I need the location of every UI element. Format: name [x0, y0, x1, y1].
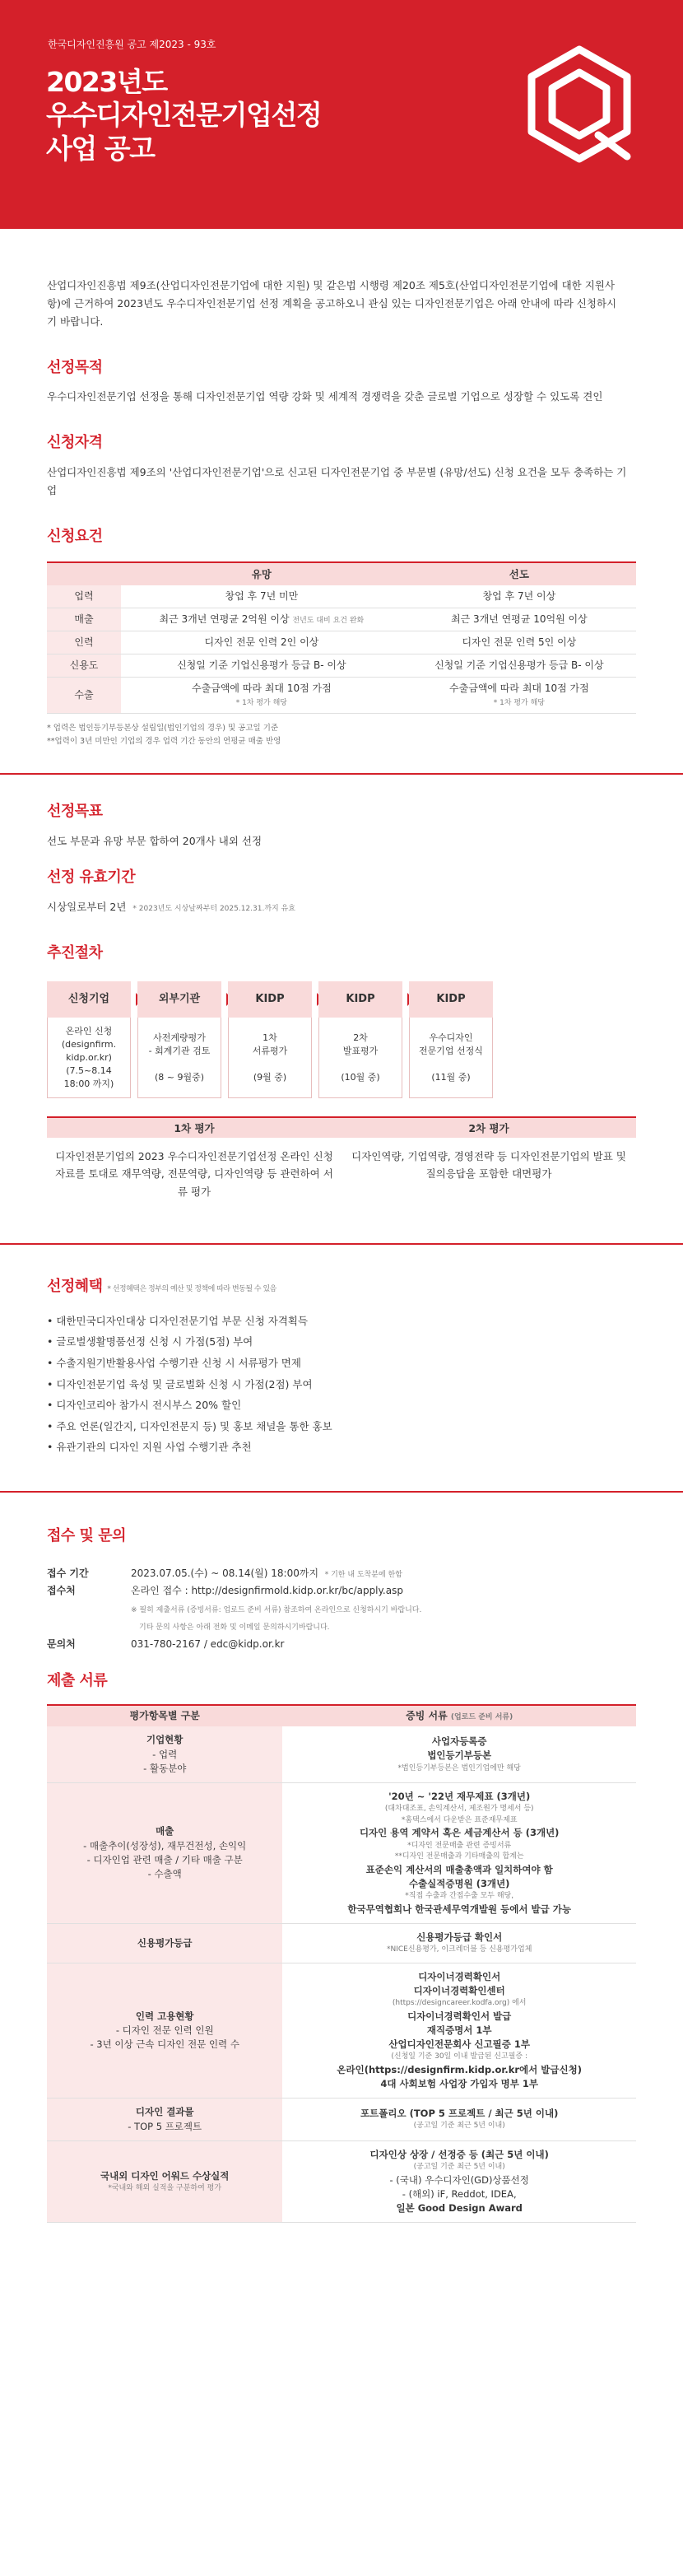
- docs-cell: [282, 1963, 636, 2099]
- section-body: 시상일로부터 2년 * 2023년도 시상날짜부터 2025.12.31.까지 유효: [47, 900, 295, 913]
- doc-line: 사업자등록증: [431, 1735, 487, 1748]
- table-row: [47, 1726, 636, 1782]
- cell-value: 최근 3개년 연평균 10억원 이상: [451, 613, 588, 626]
- doc-line: 표준손익 계산서의 매출총액과 일치하여야 함: [365, 1863, 553, 1875]
- benefit-item: • 디자인전문기업 육성 및 글로벌화 신청 시 가점(2점) 부여: [47, 1377, 313, 1390]
- cell-note: 전년도 대비 요건 완화: [292, 617, 365, 626]
- apply-link[interactable]: 온라인 접수 : http://designfirmold.kidp.or.kr/bc/apply.asp: [131, 1585, 403, 1597]
- doc-line: '20년 ~ '22년 재무제표 (3개년): [388, 1791, 531, 1803]
- row-label: 업력: [47, 585, 121, 608]
- documents-table: [47, 1704, 636, 2223]
- process-step: [137, 981, 221, 1098]
- table-row: [47, 1783, 636, 1924]
- column-header: 증빙 서류 (업로드 준비 서류): [282, 1705, 636, 1726]
- item-line: - 3년 이상 근속 디자인 전문 인력 수: [90, 2038, 239, 2051]
- benefits-section: [47, 1274, 636, 1458]
- target-section: [47, 799, 636, 850]
- row-label: 인력: [47, 631, 121, 654]
- intro-text: 산업디자인진흥법 제9조(산업디자인전문기업에 대한 지원) 및 같은법 시행령 제20조 제5호(산업디자인전문기업에 대한 지원사항)에 근거하여 2023년도 우수디자인전문기업 선정 계획을 공고하오니 관심 있는 디자인전문기업은 아래 안내에 따라 신청하시기 바랍니다.: [47, 279, 617, 328]
- step-text: 우수디자인 전문기업 선정식 (11월 중): [419, 1032, 483, 1083]
- section-divider: [0, 773, 683, 775]
- step-body: [137, 1018, 221, 1098]
- docs-cell: [282, 2099, 636, 2141]
- evaluation-table: [47, 1116, 636, 1210]
- doc-line: 온라인(https://designfirm.kidp.or.kr에서 발급신청): [337, 2063, 582, 2075]
- eval-header: 2차 평가: [342, 1116, 636, 1138]
- cell-note: * 1차 평가 해당: [493, 699, 545, 708]
- item-cell: [47, 1783, 282, 1924]
- section-title: 추진절차: [47, 943, 103, 962]
- section-body: 우수디자인전문기업 선정을 통해 디자인전문기업 역량 강화 및 세계적 경쟁력을 갖춘 글로벌 기업으로 성장할 수 있도록 견인: [47, 390, 603, 403]
- cell-value: 창업 후 7년 이상: [482, 590, 556, 603]
- table-cell: [402, 608, 636, 631]
- section-title: 접수 및 문의: [47, 1527, 126, 1544]
- doc-line: 한국무역협회나 한국관세무역개발원 등에서 발급 가능: [347, 1903, 571, 1915]
- doc-line: 재직증명서 1부: [426, 2024, 492, 2036]
- cell-value: 신청일 기준 기업신용평가 등급 B- 이상: [434, 659, 604, 671]
- eligibility-section: [47, 431, 636, 499]
- doc-line: (대차대조표, 손익계산서, 제조원가 명세서 등): [384, 1805, 534, 1814]
- purpose-section: [47, 356, 636, 407]
- table-cell: [402, 654, 636, 677]
- doc-line: 디자인 용역 계약서 혹은 세금계산서 등 (3개년): [359, 1827, 560, 1839]
- table-cell: [121, 654, 402, 677]
- section-title: 신청자격: [47, 434, 103, 452]
- section-title: 선정목표: [47, 803, 103, 821]
- benefit-list: [47, 1311, 636, 1458]
- step-text: 2차 발표평가 (10월 중): [341, 1032, 380, 1083]
- table-cell: [121, 585, 402, 608]
- table-cell: [121, 631, 402, 654]
- item-line: - 디자인 전문 인력 인원: [115, 2024, 214, 2036]
- item-line: 기업현황: [146, 1734, 184, 1746]
- section-divider: [0, 1243, 683, 1245]
- step-head: KIDP: [228, 981, 312, 1018]
- process-flow: [47, 981, 636, 1098]
- item-line: 매출: [156, 1825, 174, 1838]
- section-title: 선정목적: [47, 358, 103, 376]
- doc-line: 디자이너경력확인센터: [413, 1984, 505, 1996]
- doc-line: - (국내) 우수디자인(GD)상품선정: [389, 2173, 529, 2186]
- benefit-item: • 글로벌생활명품선정 신청 시 가점(5점) 부여: [47, 1335, 253, 1349]
- step-head: 외부기관: [137, 981, 221, 1018]
- table-row: [47, 608, 636, 631]
- page-header: [0, 0, 683, 229]
- column-header: 선도: [402, 562, 636, 585]
- section-title: 신청요건: [47, 527, 103, 545]
- eval-body: 디자인전문기업의 2023 우수디자인전문기업선정 온라인 신청 자료를 토대로 재무역량, 전문역량, 디자인역량 등 관련하여 서류 평가: [55, 1150, 333, 1198]
- column-header: 평가항목별 구분: [47, 1705, 282, 1726]
- process-step: [47, 981, 131, 1098]
- doc-line: **디자인 전문매출과 기타매출의 합계는: [394, 1852, 524, 1861]
- step-body: [318, 1018, 402, 1098]
- doc-line: *디자인 전문매출 관련 증빙서류: [407, 1841, 512, 1850]
- doc-line: 수출실적증명원 (3개년): [408, 1877, 510, 1889]
- doc-line: 디자이너경력확인서 발급: [407, 2010, 512, 2022]
- doc-line: 디자이너경력확인서: [418, 1970, 501, 1982]
- step-body: [409, 1018, 493, 1098]
- table-cell: [402, 631, 636, 654]
- section-title: 선정혜택 * 선정혜택은 정부의 예산 및 정책에 따라 변동될 수 있음: [47, 1277, 276, 1295]
- doc-line: (공고일 기준 최근 5년 이내): [413, 2163, 505, 2172]
- table-row: [47, 2099, 636, 2141]
- section-divider: [0, 1491, 683, 1493]
- doc-line: 디자인상 상장 / 선정증 등 (최근 5년 이내): [369, 2148, 549, 2160]
- step-body: [47, 1018, 131, 1098]
- table-row: [47, 2140, 636, 2223]
- step-text: 온라인 신청 (designfirm. kidp.or.kr) (7.5~8.14 18:00 까지): [61, 1025, 117, 1089]
- docs-cell: [282, 1726, 636, 1782]
- kidp-logo-icon: [522, 43, 637, 166]
- process-step: [228, 981, 312, 1098]
- docs-cell: [282, 2140, 636, 2223]
- table-row: [47, 677, 636, 714]
- table-row: [47, 1923, 636, 1963]
- contact-section: 접수 및 문의 접수 기간 2023.07.05.(수) ~ 08.14(월) 18:00까지 * 기한 내 도착분에 한함 접수처 온라인 접수 : http://designfirmold.kidp.or.kr/bc/apply.asp ※ 필히 제출서류 (증빙서류: 업로드 준비 서류) 참조하여 온라인으로 신청하시기 바랍니다. 기타 문의 사항은 아래 전화 및 이메일 문의하시기바랍니다. 문의처 031-780-2167 / edc@kidp.or.kr: [47, 1524, 636, 1654]
- doc-line: *직접 수출과 간접수출 모두 해당,: [405, 1892, 514, 1901]
- table-row: [47, 631, 636, 654]
- item-cell: [47, 2140, 282, 2223]
- requirements-table: [47, 561, 636, 714]
- section-body: 산업디자인진흥법 제9조의 '산업디자인전문기업'으로 신고된 디자인전문기업 중 부문별 (유망/선도) 신청 요건을 모두 충족하는 기업: [47, 465, 627, 496]
- row-label: 수출: [47, 677, 121, 714]
- cell-value: 디자인 전문 인력 5인 이상: [462, 636, 577, 648]
- benefit-item: • 디자인코리아 참가시 전시부스 20% 할인: [47, 1399, 242, 1412]
- table-cell: [121, 677, 402, 714]
- row-label: 신용도: [47, 654, 121, 677]
- section-body: 선도 부문과 유망 부문 합하여 20개사 내외 선정: [47, 835, 263, 848]
- cell-value: 최근 3개년 연평균 2억원 이상: [159, 613, 290, 626]
- item-line: - 업력: [152, 1748, 178, 1760]
- table-cell: [121, 608, 402, 631]
- table-row: [47, 1963, 636, 2099]
- doc-line: *홈택스에서 다운받은 표준재무제표: [401, 1815, 518, 1824]
- item-line: - 디자인업 관련 매출 / 기타 매출 구분: [86, 1853, 243, 1866]
- table-row: [47, 585, 636, 608]
- page-title: 2023년도 우수디자인전문기업선정 사업 공고: [46, 66, 322, 165]
- doc-line: 신용평가등급 확인서: [416, 1931, 503, 1943]
- item-line: - 수출액: [147, 1868, 182, 1880]
- item-line: 인력 고용현황: [135, 2010, 194, 2022]
- step-head: 신청기업: [47, 981, 131, 1018]
- section-title: 제출 서류: [47, 1671, 108, 1689]
- item-line: 국내외 디자인 어워드 수상실적: [100, 2169, 230, 2182]
- doc-line: - (해외) iF, Reddot, IDEA,: [402, 2187, 517, 2200]
- validity-section: [47, 865, 636, 916]
- item-line: - TOP 5 프로젝트: [128, 2120, 202, 2132]
- doc-line: *NICE신용평가, 이크레더블 등 신용평가업체: [386, 1945, 532, 1954]
- item-line: 디자인 결과물: [135, 2106, 194, 2118]
- step-text: 1차 서류평가 (9월 중): [252, 1032, 288, 1083]
- process-step: [409, 981, 493, 1098]
- item-line: *국내와 해외 실적을 구분하여 평가: [108, 2183, 222, 2192]
- table-cell: [402, 585, 636, 608]
- step-body: [228, 1018, 312, 1098]
- eval-header: 1차 평가: [47, 1116, 342, 1138]
- table-cell: [402, 677, 636, 714]
- footnote: * 업력은 법인등기부등본상 설립일(법인기업의 경우) 및 공고일 기준 **업력이 3년 미만인 기업의 경우 업력 기간 동안의 연평균 매출 반영: [47, 724, 281, 747]
- doc-line: (신청일 기준 30일 이내 발급된 신고필증 :: [391, 2052, 527, 2061]
- item-cell: [47, 1923, 282, 1963]
- benefit-item: • 수출지원기반활용사업 수행기관 신청 시 서류평가 면제: [47, 1356, 301, 1369]
- step-head: KIDP: [318, 981, 402, 1018]
- inquiry-contact[interactable]: 031-780-2167 / edc@kidp.or.kr: [131, 1638, 285, 1651]
- process-section: [47, 941, 636, 1210]
- step-head: KIDP: [409, 981, 493, 1018]
- doc-line: *법인등기부등본은 법인기업에만 해당: [397, 1763, 521, 1772]
- cell-value: 신청일 기준 기업신용평가 등급 B- 이상: [177, 659, 346, 671]
- process-step: [318, 981, 402, 1098]
- column-header: 유망: [121, 562, 402, 585]
- benefit-item: • 주요 언론(일간지, 디자인전문지 등) 및 홍보 채널을 통한 홍보: [47, 1419, 332, 1432]
- row-label: 매출: [47, 608, 121, 631]
- item-line: - 매출추이(성장성), 재무건전성, 손익익: [83, 1839, 247, 1852]
- requirements-section: [47, 524, 636, 749]
- item-cell: [47, 1963, 282, 2099]
- eval-body: 디자인역량, 기업역량, 경영전략 등 디자인전문기업의 발표 및 질의응답을 포함한 대면평가: [351, 1150, 626, 1181]
- table-row: [47, 654, 636, 677]
- doc-line: 4대 사회보험 사업장 가입자 명부 1부: [380, 2078, 538, 2090]
- docs-cell: [282, 1783, 636, 1924]
- doc-line: 법인등기부등본: [427, 1749, 492, 1762]
- section-title: 선정 유효기간: [47, 868, 136, 886]
- step-text: 사전계량평가 - 회계기관 검토 (8 ~ 9월중): [148, 1032, 211, 1083]
- item-line: 신용평가등급: [137, 1936, 193, 1949]
- cell-note: * 1차 평가 해당: [235, 699, 287, 708]
- cell-value: 수출금액에 따라 최대 10점 가점: [449, 682, 589, 694]
- doc-line: 산업디자인전문회사 신고필증 1부: [388, 2038, 530, 2051]
- cell-value: 수출금액에 따라 최대 10점 가점: [192, 682, 332, 694]
- benefit-item: • 대한민국디자인대상 디자인전문기업 부문 신청 자격획득: [47, 1314, 309, 1327]
- doc-line: 포트폴리오 (TOP 5 프로젝트 / 최근 5년 이내): [360, 2108, 559, 2120]
- doc-line: 일본 Good Design Award: [396, 2202, 523, 2215]
- cell-value: 창업 후 7년 미만: [225, 590, 299, 603]
- notice-number: 한국디자인진흥원 공고 제2023 - 93호: [48, 39, 216, 50]
- docs-cell: [282, 1923, 636, 1963]
- doc-line: (https://designcareer.kodfa.org) 에서: [392, 1999, 527, 2008]
- documents-section: [47, 1669, 636, 2224]
- item-cell: [47, 2099, 282, 2141]
- doc-line: (공고일 기준 최근 5년 이내): [413, 2122, 505, 2131]
- cell-value: 디자인 전문 인력 2인 이상: [204, 636, 319, 648]
- benefit-item: • 유관기관의 디자인 지원 사업 수행기관 추천: [47, 1441, 252, 1454]
- item-line: - 활동분야: [143, 1762, 187, 1774]
- item-cell: [47, 1726, 282, 1782]
